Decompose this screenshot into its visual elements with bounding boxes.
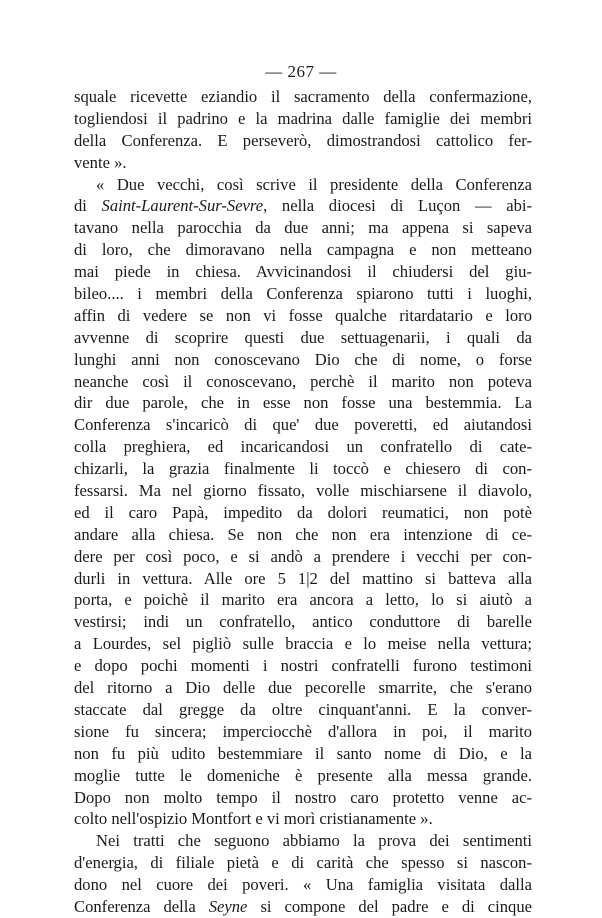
text-line: dere per così poco, e si andò a prendere i vecchi per con- xyxy=(74,546,532,566)
text-line: del ritorno a Dio delle due pecorelle smarrite, che s'erano xyxy=(74,678,532,698)
text-line: d'energia, di filiale pietà e di carità che spesso si nascon- xyxy=(74,853,532,873)
text-line: della Conferenza. E perseverò, dimostrandosi cattolico fer- xyxy=(74,130,532,150)
text-line: a Lourdes, sel pigliò sulle braccia e lo meise nella vettura; xyxy=(74,634,532,654)
text-line: colla preghiera, ed incaricandosi un confratello di cate- xyxy=(74,437,532,457)
text-line: vestirsi; indi un confratello, antico conduttore di barelle xyxy=(74,612,532,632)
text-line: non fu più udito bestemmiare il santo nome di Dio, e la xyxy=(74,743,532,763)
text-line: andare alla chiesa. Se non che non era intenzione di ce- xyxy=(74,524,532,544)
text-line: Dopo non molto tempo il nostro caro protetto venne ac- xyxy=(74,787,532,807)
page-number-header: — 267 — xyxy=(265,62,337,81)
text-line: Nei tratti che seguono abbiamo la prova dei sentimenti xyxy=(96,831,532,851)
text-line: e dopo pochi momenti i nostri confratelli furono testimoni xyxy=(74,656,532,676)
text-line: avvenne di scoprire questi due settuagenarii, i quali da xyxy=(74,327,532,347)
text-line: durli in vettura. Alle ore 5 1|2 del mattino si batteva alla xyxy=(74,568,532,588)
text-line: moglie tutte le domeniche è presente alla messa grande. xyxy=(74,765,532,785)
text-line: porta, e poichè il marito era ancora a letto, lo si aiutò a xyxy=(74,590,532,610)
text-line: togliendosi il padrino e la madrina dalle famiglie dei membri xyxy=(74,108,532,128)
text-line: vente ». xyxy=(74,152,127,172)
text-line: di loro, che dimoravano nella campagna e non metteano xyxy=(74,240,532,260)
text-segment: , nella diocesi di Luçon — abi- xyxy=(263,196,532,216)
text-segment: Conferenza della xyxy=(74,896,209,916)
text-line: chizarli, la grazia finalmente li toccò e chiesero di con- xyxy=(74,459,532,479)
text-line: neanche così il conoscevano, perchè il marito non poteva xyxy=(74,371,532,391)
text-segment: di xyxy=(74,196,102,216)
text-line: staccate dal gregge da oltre cinquant'anni. E la conver- xyxy=(74,699,532,719)
text-line: dir due parole, che in esse non fosse una bestemmia. La xyxy=(74,393,532,413)
place-name-italic: Saint-Laurent-Sur-Sevre xyxy=(101,196,264,216)
place-name-italic: Seyne xyxy=(208,896,248,916)
text-segment: si compone del padre e di cinque xyxy=(247,896,532,916)
text-line: ed il caro Papà, impedito da dolori reumatici, non potè xyxy=(74,502,532,522)
text-line: affin di vedere se non vi fosse qualche ritardatario e loro xyxy=(74,305,532,325)
text-line xyxy=(74,195,532,217)
body-text xyxy=(74,86,532,918)
text-line: dono nel cuore dei poveri. « Una famiglia visitata dalla xyxy=(74,875,532,895)
text-line: mai piede in chiesa. Avvicinandosi il chiudersi del giu- xyxy=(74,262,532,282)
text-line: sione fu sincera; imperciocchè d'allora in poi, il marito xyxy=(74,721,532,741)
text-line: bileo.... i membri della Conferenza spiarono tutti i luoghi, xyxy=(74,284,532,304)
text-line: tavano nella parocchia da due anni; ma appena si sapeva xyxy=(74,218,532,238)
text-line: « Due vecchi, così scrive il presidente della Conferenza xyxy=(96,174,532,194)
text-line: lunghi anni non conoscevano Dio che di nome, o forse xyxy=(74,349,532,369)
text-line: squale ricevette eziandio il sacramento della confermazione, xyxy=(74,87,532,106)
text-line: Conferenza s'incaricò di que' due poveretti, ed aiutandosi xyxy=(74,415,532,435)
text-line: colto nell'ospizio Montfort e vi morì cristianamente ». xyxy=(74,809,433,829)
text-line xyxy=(74,896,532,918)
text-line: fessarsi. Ma nel giorno fissato, volle mischiarsene il diavolo, xyxy=(74,481,532,501)
